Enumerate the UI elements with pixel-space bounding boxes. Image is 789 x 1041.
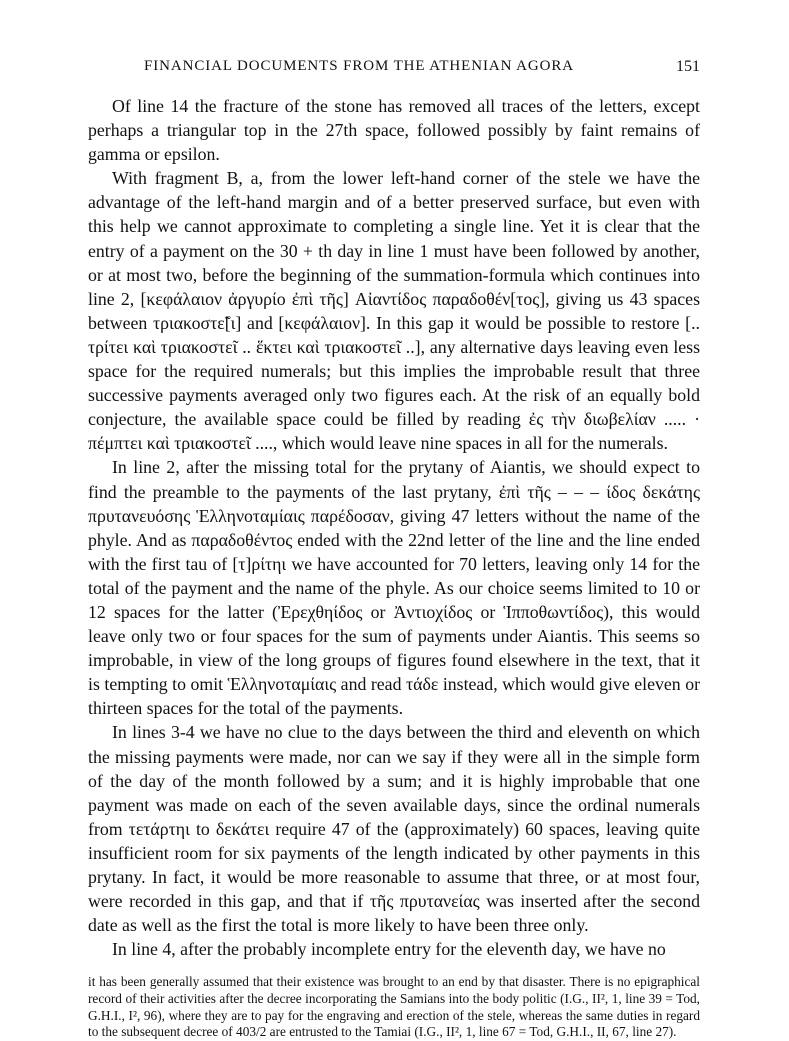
page xyxy=(88,48,700,1041)
paragraph: In line 2, after the missing total for the prytany of Aiantis, we should expect to find the preamble to the payments of the last prytany, ἐπὶ τῆς – – – ίδος δεκάτης πρυτανευόσης Ἑλληνοταμίαις παρέδοσαν, giving 47 letters without the name of the phyle. And as παραδοθέντος ended with the 22nd letter of the line and the line ended with the first tau of [τ]ρίτηι we have accounted for 70 letters, leaving only 14 for the total of the payment and the name of the phyle. As our choice seems limited to 10 or 12 spaces for the latter (Ἐρεχθηίδος or Ἀντιοχίδος or Ἱπποθωντίδος), this would leave only two or four spaces for the sum of payments under Aiantis. This seems so improbable, in view of the long groups of figures found elsewhere in the text, that it is tempting to omit Ἑλληνοταμίαις and read τάδε instead, which would give eleven or thirteen spaces for the total of the payments. xyxy=(88,457,700,719)
paragraph: In line 4, after the probably incomplete entry for the eleventh day, we have no xyxy=(112,939,666,960)
body-text xyxy=(88,94,700,961)
paragraph: In lines 3-4 we have no clue to the days between the third and eleventh on which the missing payments were made, nor can we say if they were all in the simple form of the day of the month followed by a sum; and it is highly improbable that one payment was made on each of the seven available days, since the ordinal numerals from τετάρτηι to δεκάτει require 47 of the (approximately) 60 spaces, leaving quite insufficient room for six payments of the length indicated by other payments in this prytany. In fact, it would be more reasonable to assume that three, or at most four, were recorded in this gap, and that if τῆς πρυτανείας was inserted after the second date as well as the first the total is more likely to have been three only. xyxy=(88,722,700,936)
paragraph: With fragment B, a, from the lower left-hand corner of the stele we have the advantage of the left-hand margin and of a better preserved surface, but even with this help we cannot approximate to completing a single line. Yet it is clear that the entry of a payment on the 30 + th day in line 1 must have been followed by another, or at most two, before the beginning of the summation-formula which continues into line 2, [κεφάλαιον ἀργυρίο ἐπὶ τῆς] Αἰαντίδος παραδοθέν[τος], giving us 43 spaces between τριακοστε̃[ι] and [κεφάλαιον]. In this gap it would be possible to restore [.. τρίτει καὶ τριακοστε̃ι .. ἕκτει καὶ τριακοστε̃ι ..], any alternative days leaving even less space for the required numerals; but this implies the improbable result that three successive payments averaged only two figures each. At the risk of an equally bold conjecture, the available space could be filled by reading ἐς τὴν διωβελίαν ..... · πέμπτει καὶ τριακοστε̃ι ...., which would leave nine spaces in all for the numerals. xyxy=(88,168,700,454)
paragraph: Of line 14 the fracture of the stone has removed all traces of the letters, except perhaps a triangular top in the 27th space, followed possibly by faint remains of gamma or epsilon. xyxy=(88,96,700,165)
page-number: 151 xyxy=(676,58,700,75)
running-head xyxy=(88,48,700,78)
footnotes xyxy=(88,974,700,1040)
running-title: FINANCIAL DOCUMENTS FROM THE ATHENIAN AGORA xyxy=(144,58,574,74)
footnote: it has been generally assumed that their existence was brought to an end by that disaster. There is no epigraphical record of their activities after the decree incorporating the Samians into the body politic (I.G., II², 1, line 39 = Tod, G.H.I., I², 96), where they are to pay for the engraving and erection of the stele, whereas the same duties in regard to the subsequent decree of 403/2 are entrusted to the Tamiai (I.G., II², 1, line 67 = Tod, G.H.I., II, 67, line 27). xyxy=(88,974,700,1040)
